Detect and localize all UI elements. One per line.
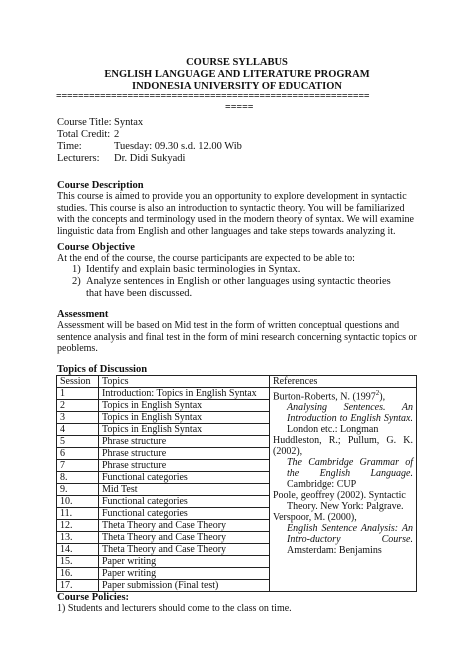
topic-cell: Functional categories [99, 508, 270, 520]
column-header-references: References [270, 376, 417, 388]
info-label: Course Title: [57, 117, 112, 128]
session-cell: 3 [57, 412, 99, 424]
column-header-session: Session [57, 376, 99, 388]
session-cell: 7 [57, 460, 99, 472]
info-time [57, 141, 242, 153]
topic-cell: Functional categories [99, 496, 270, 508]
policies-item: 1) Students and lecturers should come to the class on time. [57, 603, 292, 614]
info-value: Dr. Didi Sukyadi [114, 153, 186, 164]
topic-cell: Paper submission (Final test) [99, 580, 270, 592]
info-lecturers [57, 153, 185, 165]
topics-table [56, 375, 417, 592]
info-total-credit [57, 129, 119, 141]
reference-publisher: Theory. New York: Palgrave. [287, 501, 404, 513]
info-value: Syntax [114, 117, 144, 128]
topic-cell: Topics in English Syntax [99, 424, 270, 436]
topic-cell: Theta Theory and Case Theory [99, 532, 270, 544]
topic-cell: Topics in English Syntax [99, 412, 270, 424]
session-cell: 2 [57, 400, 99, 412]
reference-details [273, 523, 413, 556]
policies-heading: Course Policies: [57, 592, 130, 603]
objective-item [72, 276, 412, 300]
header-university: INDONESIA UNIVERSITY OF EDUCATION [132, 81, 342, 92]
table-row [57, 388, 417, 400]
reference-details [273, 501, 413, 512]
topic-cell: Theta Theory and Case Theory [99, 544, 270, 556]
topic-cell: Paper writing [99, 556, 270, 568]
session-cell: 13. [57, 532, 99, 544]
session-cell: 12. [57, 520, 99, 532]
reference-publisher: Cambridge: CUP [287, 479, 357, 491]
topic-cell: Phrase structure [99, 436, 270, 448]
info-label: Lecturers: [57, 153, 100, 164]
objective-item-text: Identify and explain basic terminologies in Syntax. [86, 264, 301, 275]
objective-heading: Course Objective [57, 242, 135, 253]
topics-heading: Topics of Discussion [57, 364, 148, 375]
session-cell: 17. [57, 580, 99, 592]
reference-author: Poole, geoffrey (2002). Syntactic [273, 490, 406, 502]
description-heading: Course Description [57, 180, 144, 191]
reference-author: Huddleston, R.; Pullum, G. K. (2002), [273, 435, 413, 458]
session-cell: 16. [57, 568, 99, 580]
topic-cell: Mid Test [99, 484, 270, 496]
session-cell: 5 [57, 436, 99, 448]
topic-cell: Phrase structure [99, 460, 270, 472]
reference-title: Analysing Sentences. An Introduction to English Syntax. [287, 402, 413, 425]
column-header-topics: Topics [99, 376, 270, 388]
reference-details [273, 402, 413, 435]
reference-title: The Cambridge Grammar of the English Language. [287, 457, 413, 480]
topic-cell: Paper writing [99, 568, 270, 580]
reference-title: English Sentence Analysis: An Intro-ductory Course. [287, 523, 413, 546]
topic-cell: Theta Theory and Case Theory [99, 520, 270, 532]
reference-author: Burton-Roberts, N. (1997 [273, 391, 376, 403]
reference-publisher: Amsterdam: Benjamins [287, 545, 382, 557]
reference-entry [273, 490, 413, 512]
header-rule: ========================================================= [56, 91, 370, 102]
table-header-row [57, 376, 417, 388]
session-cell: 9. [57, 484, 99, 496]
topic-cell: Introduction: Topics in English Syntax [99, 388, 270, 400]
reference-entry [273, 388, 413, 435]
assessment-heading: Assessment [57, 309, 109, 320]
objective-intro: At the end of the course, the course participants are expected to be able to: [57, 253, 355, 264]
session-cell: 14. [57, 544, 99, 556]
objective-item-num: 1) [72, 264, 81, 275]
session-cell: 4 [57, 424, 99, 436]
session-cell: 10. [57, 496, 99, 508]
topic-cell: Topics in English Syntax [99, 400, 270, 412]
references-cell [270, 388, 417, 592]
session-cell: 11. [57, 508, 99, 520]
info-label: Time: [57, 141, 82, 152]
topic-cell: Functional categories [99, 472, 270, 484]
header-program: ENGLISH LANGUAGE AND LITERATURE PROGRAM [104, 69, 370, 80]
header-title: COURSE SYLLABUS [186, 57, 288, 68]
assessment-text: Assessment will be based on Mid test in the form of written conceptual questions and sentence analysis and final test in the form of mini research concerning syntactic topics or peoblems. [57, 320, 417, 354]
info-course-title [57, 117, 143, 129]
reference-edition: 2 [375, 389, 380, 397]
objective-item-num: 2) [72, 276, 81, 287]
info-label: Total Credit: [57, 129, 111, 140]
info-value: Tuesday: 09.30 s.d. 12.00 Wib [114, 141, 242, 152]
reference-author-end: ), [379, 391, 386, 403]
topic-cell: Phrase structure [99, 448, 270, 460]
reference-entry [273, 435, 413, 490]
reference-details [273, 457, 413, 490]
session-cell: 1 [57, 388, 99, 400]
description-text: This course is aimed to provide you an opportunity to explore development in syntactic studies. This course is also an introduction to syntactic theory. You will be familiarized with the concepts and terminology used in the modern theory of syntax. We will examine linguistic data from English and other languages and take steps towards analyzing it. [57, 191, 414, 237]
objective-item-text: Analyze sentences in English or other languages using syntactic theories that have been discussed. [86, 276, 391, 299]
session-cell: 6 [57, 448, 99, 460]
header-rule-tail: ===== [225, 102, 254, 113]
info-value: 2 [114, 129, 120, 140]
session-cell: 15. [57, 556, 99, 568]
session-cell: 8. [57, 472, 99, 484]
objective-item [72, 264, 412, 276]
reference-publisher: London etc.: Longman [287, 424, 379, 436]
reference-author: Verspoor, M. (2000), [273, 512, 357, 524]
reference-entry [273, 512, 413, 556]
